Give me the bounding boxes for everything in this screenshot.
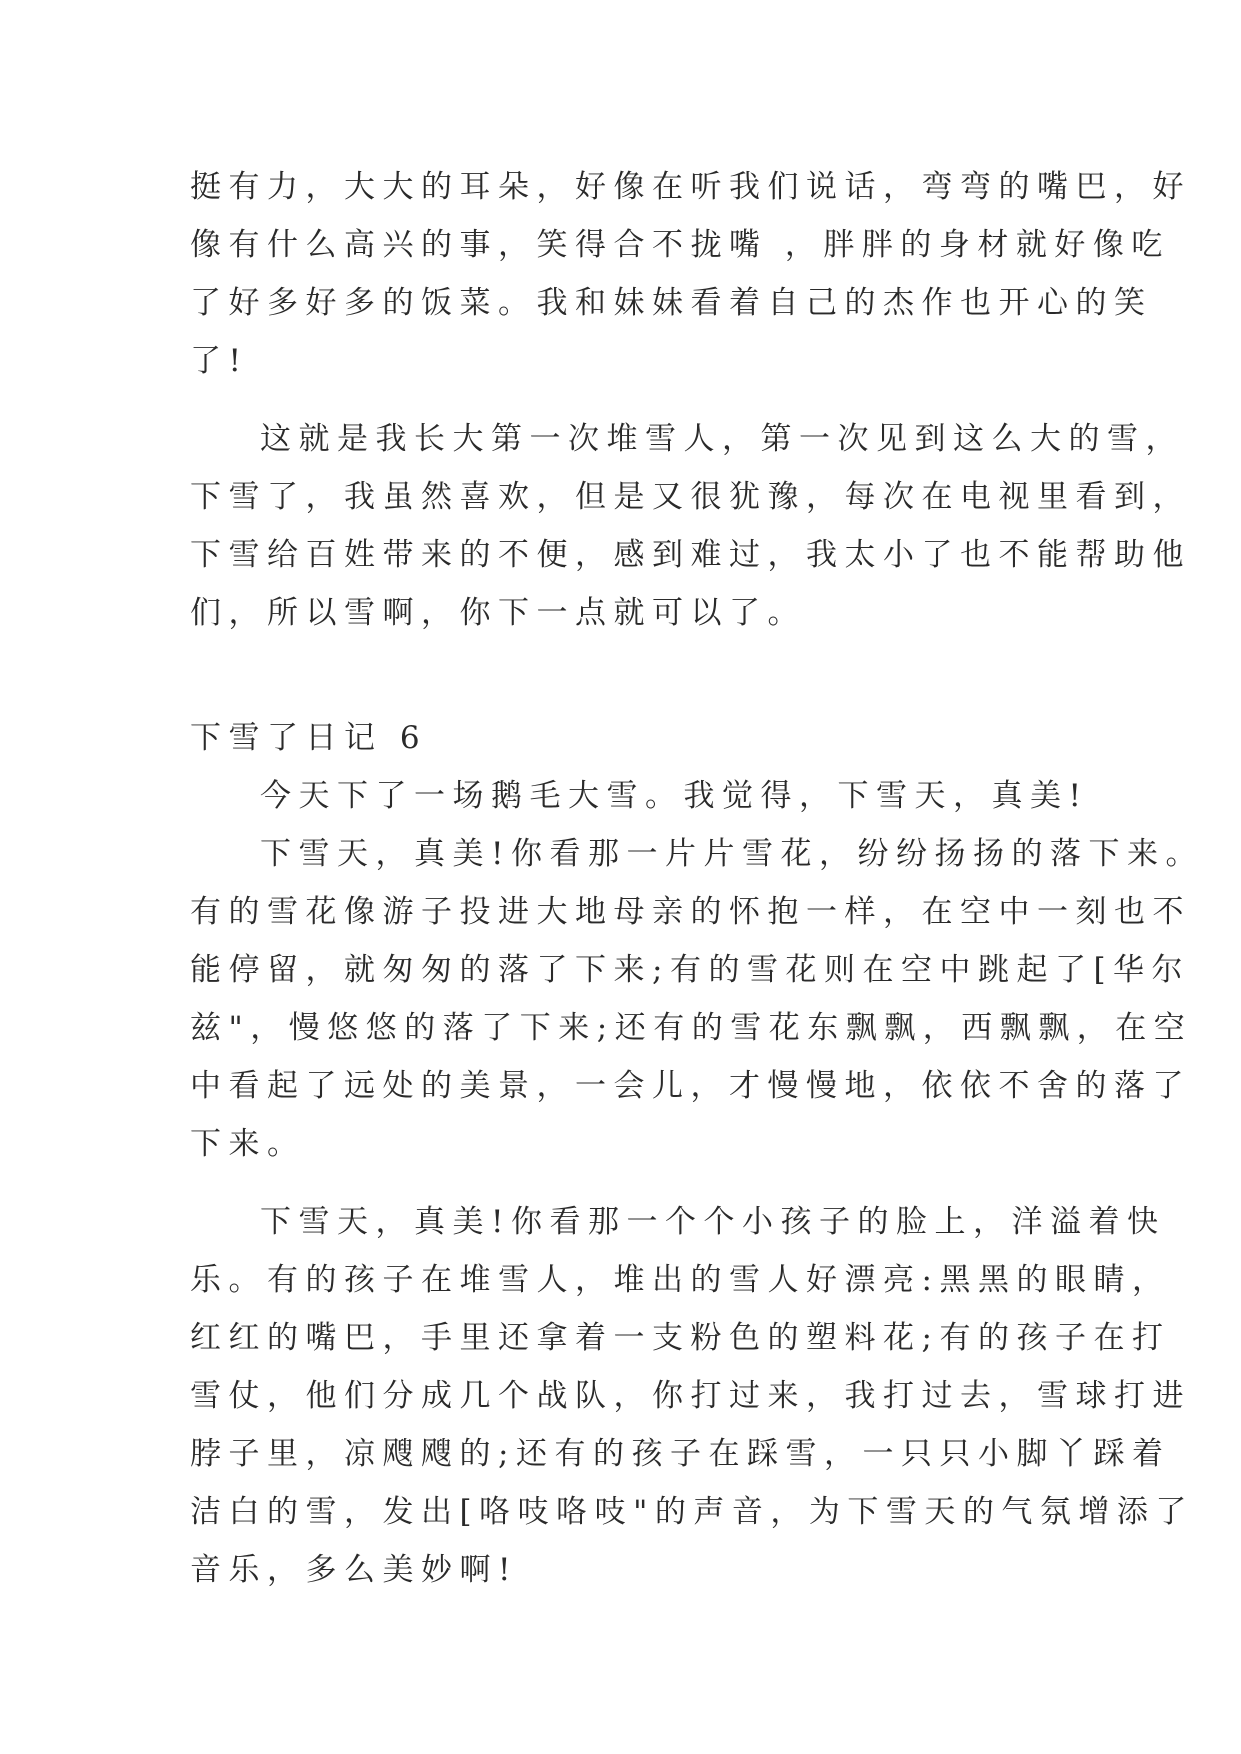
text-line: 脖子里，凉飕飕的;还有的孩子在踩雪，一只只小脚丫踩着	[190, 1436, 1171, 1472]
text-line: 下雪天，真美!你看那一个个小孩子的脸上，洋溢着快	[260, 1204, 1166, 1240]
text-line: 洁白的雪，发出[咯吱咯吱"的声音，为下雪天的气氛增添了	[190, 1494, 1194, 1530]
text-line: 们，所以雪啊，你下一点就可以了。	[190, 595, 806, 631]
text-line: 下雪给百姓带来的不便，感到难过，我太小了也不能帮助他	[190, 537, 1191, 573]
text-line: 有的雪花像游子投进大地母亲的怀抱一样，在空中一刻也不	[190, 894, 1191, 930]
text-line: 能停留，就匆匆的落了下来;有的雪花则在空中跳起了[华尔	[190, 952, 1191, 988]
text-line: 乐。有的孩子在堆雪人，堆出的雪人好漂亮:黑黑的眼睛，	[190, 1262, 1171, 1298]
paragraph-intro	[190, 767, 1089, 825]
text-line: 这就是我长大第一次堆雪人，第一次见到这么大的雪，	[260, 421, 1184, 457]
diary-heading: 下雪了日记 6	[190, 720, 428, 756]
paragraph-first-snowman	[190, 410, 1191, 642]
text-line: 今天下了一场鹅毛大雪。我觉得，下雪天，真美!	[260, 778, 1089, 814]
text-line: 了!	[190, 343, 249, 379]
paragraph-continuation	[190, 158, 1191, 390]
text-line: 雪仗，他们分成几个战队，你打过来，我打过去，雪球打进	[190, 1378, 1191, 1414]
text-line: 下雪了，我虽然喜欢，但是又很犹豫，每次在电视里看到，	[190, 479, 1191, 515]
text-line: 下雪天，真美!你看那一片片雪花，纷纷扬扬的落下来。	[260, 836, 1204, 872]
text-line: 了好多好多的饭菜。我和妹妹看着自己的杰作也开心的笑	[190, 285, 1153, 321]
text-line: 音乐，多么美妙啊!	[190, 1552, 518, 1588]
document-body	[190, 158, 1204, 1599]
paragraph-gap	[190, 1173, 1060, 1193]
section-gap	[190, 642, 1060, 709]
text-line: 红红的嘴巴，手里还拿着一支粉色的塑料花;有的孩子在打	[190, 1320, 1171, 1356]
paragraph-gap	[190, 390, 1060, 410]
text-line: 像有什么高兴的事，笑得合不拢嘴 ，胖胖的身材就好像吃	[190, 227, 1170, 263]
text-line: 中看起了远处的美景，一会儿，才慢慢地，依依不舍的落了	[190, 1068, 1191, 1104]
paragraph-children	[190, 1193, 1194, 1599]
paragraph-snowflakes	[190, 825, 1204, 1173]
text-line: 挺有力，大大的耳朵，好像在听我们说话，弯弯的嘴巴，好	[190, 169, 1191, 205]
text-line: 兹"，慢悠悠的落了下来;还有的雪花东飘飘，西飘飘，在空	[190, 1010, 1193, 1046]
text-line: 下来。	[190, 1126, 306, 1162]
